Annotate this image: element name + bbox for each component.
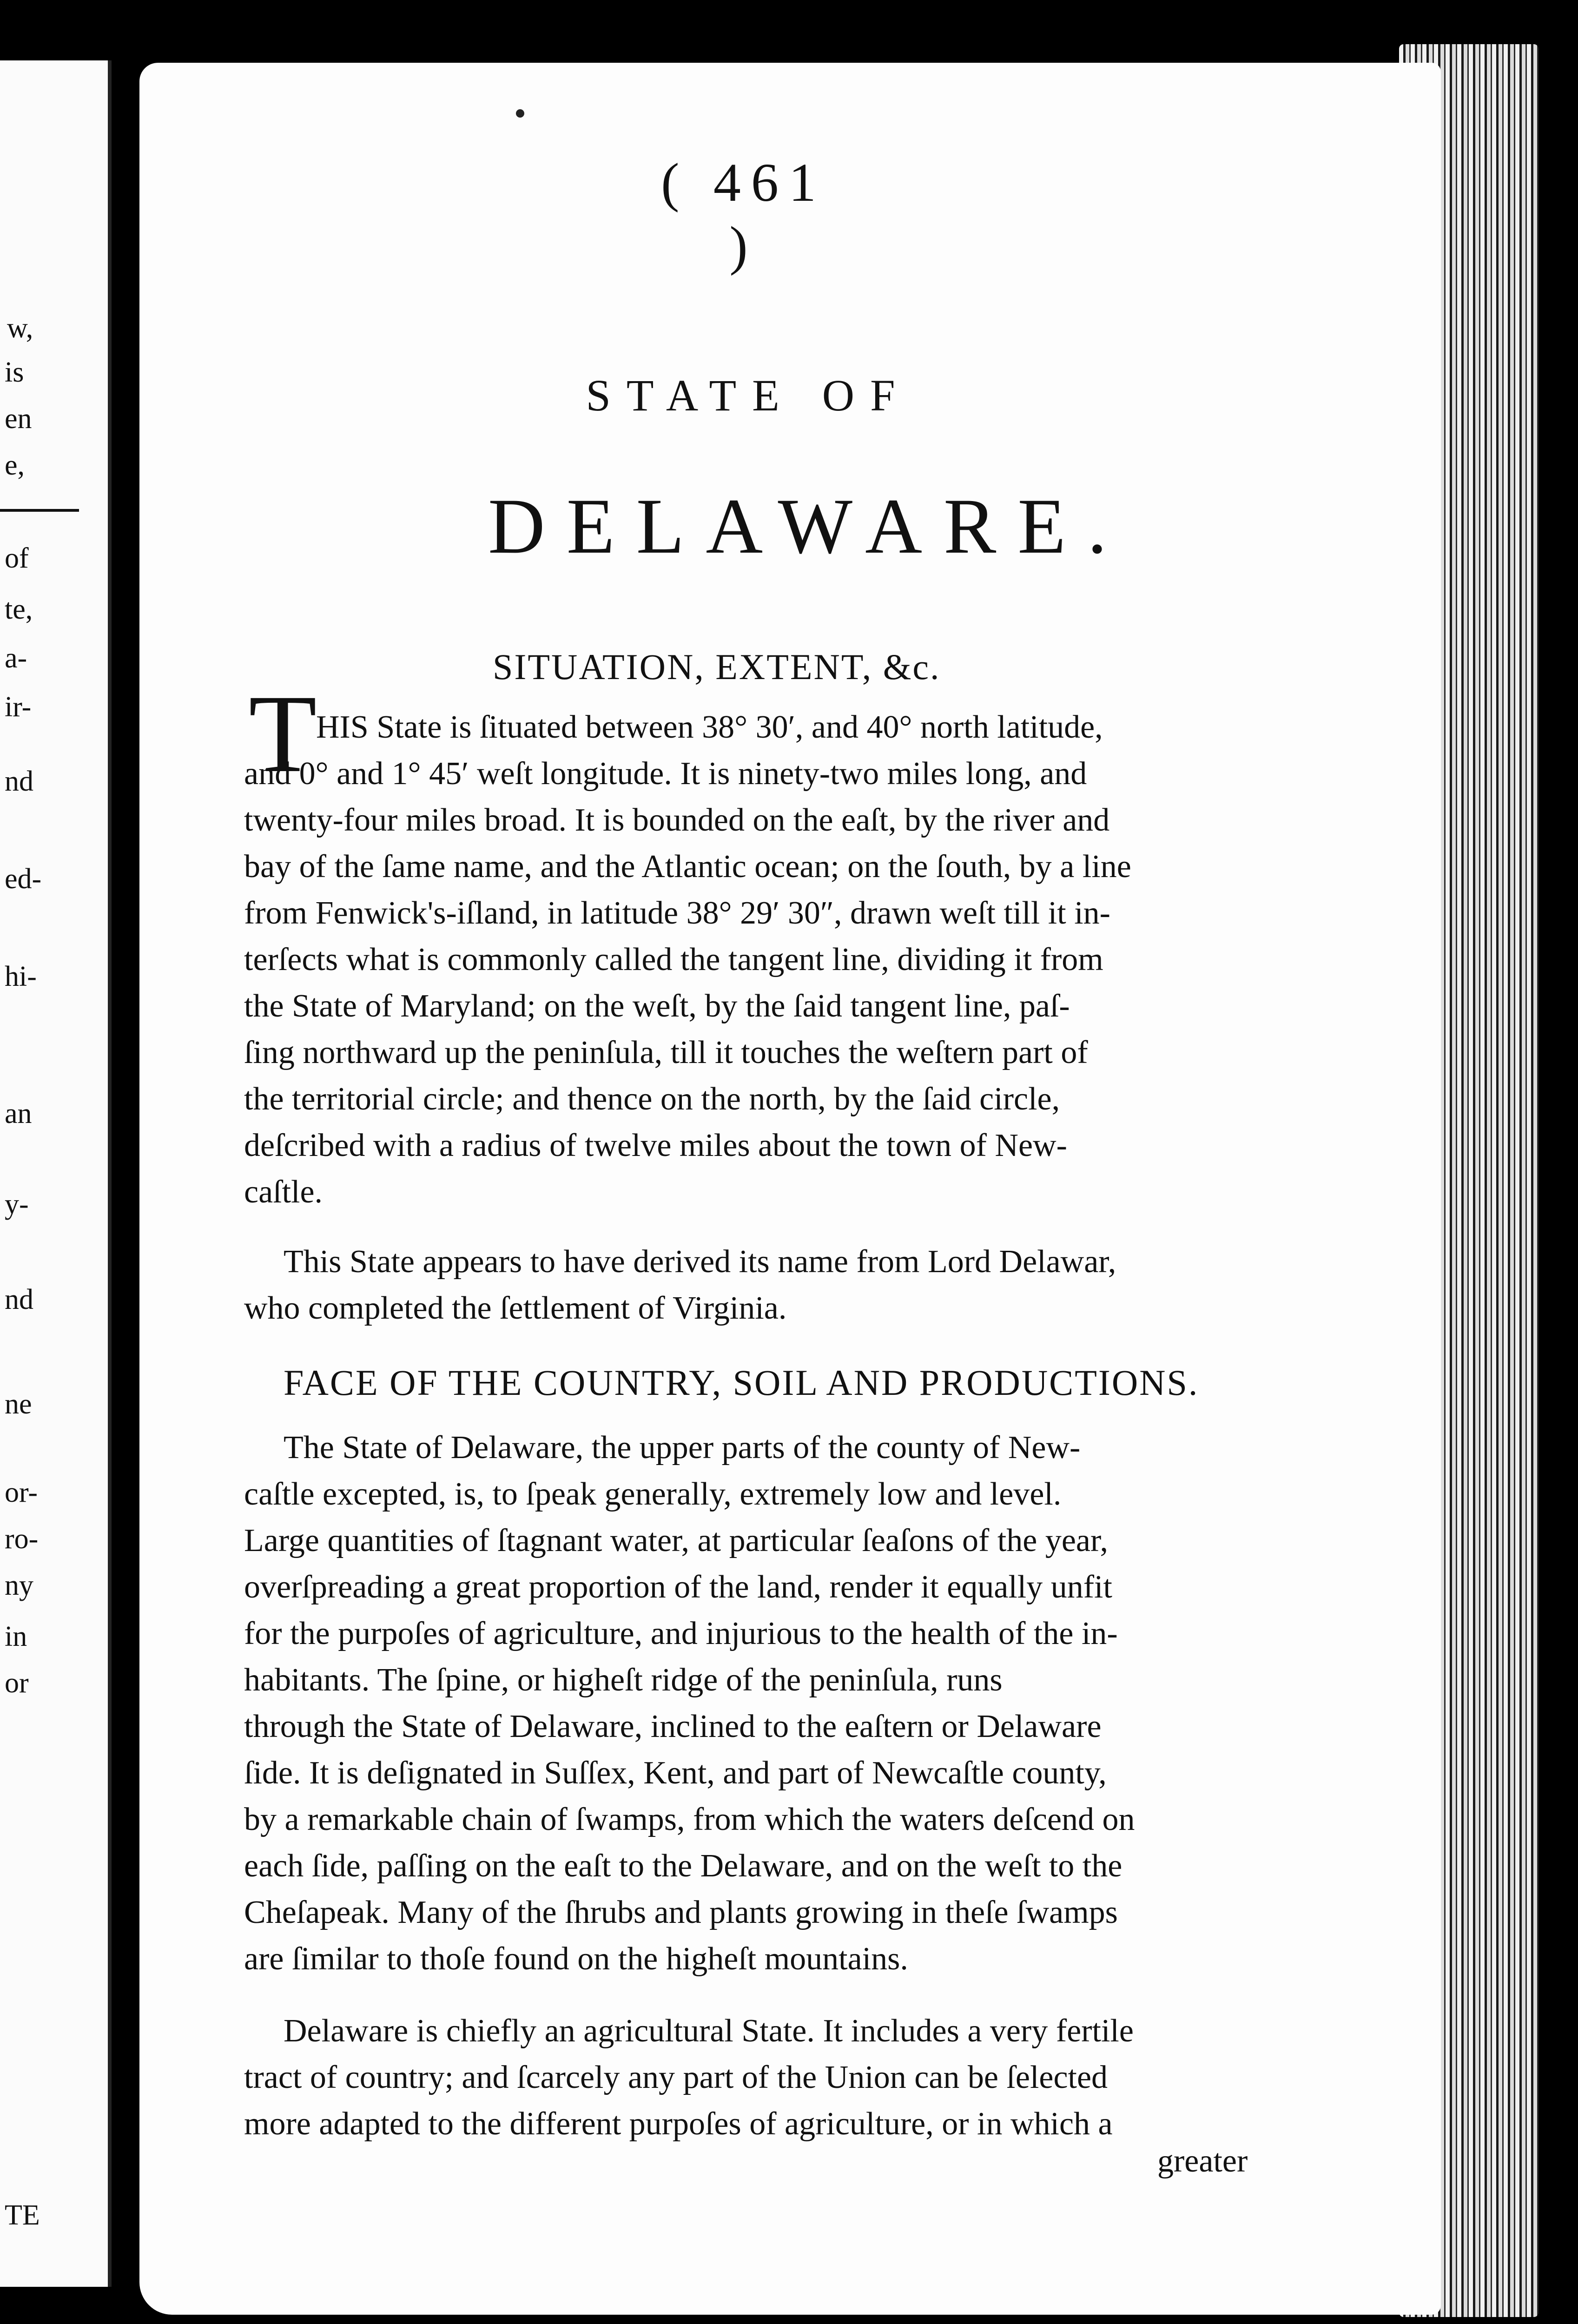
margin-fragment: ny <box>5 1570 33 1601</box>
margin-fragment: is <box>5 357 24 388</box>
text-line: habitants. The ſpine, or higheſt ridge of the peninſula, runs <box>244 1662 1003 1698</box>
text-line: caſtle. <box>244 1174 323 1210</box>
text-line: the State of Maryland; on the weſt, by the ſaid tangent line, paſ- <box>244 988 1070 1024</box>
text-line: terſects what is commonly called the tangent line, dividing it from <box>244 942 1103 977</box>
text-line: twenty-four miles broad. It is bounded on the eaſt, by the river and <box>244 802 1110 838</box>
text-line: tract of country; and ſcarcely any part of the Union can be ſelected <box>244 2060 1108 2095</box>
margin-fragment: hi- <box>5 961 37 992</box>
ink-speck <box>516 109 524 118</box>
text-line: through the State of Delaware, inclined to the eaſtern or Delaware <box>244 1709 1102 1744</box>
margin-fragment: en <box>5 403 32 435</box>
margin-fragment: ro- <box>5 1523 39 1555</box>
text-line: This State appears to have derived its name from Lord Delawar, <box>284 1244 1116 1280</box>
text-line: Cheſapeak. Many of the ſhrubs and plants growing in theſe ſwamps <box>244 1895 1118 1930</box>
margin-fragment: or- <box>5 1477 38 1508</box>
margin-fragment: or <box>5 1667 29 1699</box>
margin-fragment: in <box>5 1621 27 1652</box>
margin-fragment: y- <box>5 1188 29 1220</box>
paragraph-face-first-line <box>284 1425 1080 1471</box>
text-line: ſing northward up the peninſula, till it touches the weſtern part of <box>244 1035 1088 1070</box>
paragraph-agriculture <box>244 2054 1113 2147</box>
page-title: DELAWARE. <box>488 482 1129 570</box>
text-line: bay of the ſame name, and the Atlantic ocean; on the ſouth, by a line <box>244 849 1131 885</box>
paragraph-agriculture-first-line <box>284 2008 1134 2054</box>
text-line: the territorial circle; and thence on the north, by the ſaid circle, <box>244 1081 1060 1117</box>
section-heading-situation: SITUATION, EXTENT, &c. <box>493 647 941 687</box>
text-line: by a remarkable chain of ſwamps, from which the waters deſcend on <box>244 1802 1135 1837</box>
margin-fragment: an <box>5 1098 32 1129</box>
paragraph-situation <box>244 751 1131 1215</box>
title-line-1: STATE OF <box>586 370 911 420</box>
text-line: and 0° and 1° 45′ weſt longitude. It is ninety-two miles long, and <box>244 756 1087 792</box>
paragraph-name-origin-first-line <box>284 1239 1116 1285</box>
margin-fragment: w, <box>7 312 33 344</box>
margin-fragment: TE <box>5 2199 40 2231</box>
margin-fragment: ir- <box>5 691 32 723</box>
text-line: from Fenwick's-iſland, in latitude 38° 29′ 30″, drawn weſt till it in- <box>244 895 1110 931</box>
text-line: Large quantities of ſtagnant water, at particular ſeaſons of the year, <box>244 1523 1108 1558</box>
text-line: Delaware is chiefly an agricultural State. It includes a very fertile <box>284 2013 1134 2049</box>
text-line: HIS State is ſituated between 38° 30′, and 40° north latitude, <box>316 709 1103 745</box>
margin-fragment: of <box>5 542 29 574</box>
margin-fragment: nd <box>5 1284 33 1315</box>
text-line: caſtle excepted, is, to ſpeak generally, extremely low and level. <box>244 1476 1062 1512</box>
paragraph-name-origin <box>244 1285 786 1332</box>
facing-page-fragment <box>0 60 112 2287</box>
margin-fragment: e, <box>5 449 25 481</box>
section-heading-face-of-country: FACE OF THE COUNTRY, SOIL AND PRODUCTIONS. <box>284 1362 1199 1403</box>
paragraph-situation-first-line <box>316 704 1103 751</box>
text-line: ſide. It is deſignated in Suſſex, Kent, and part of Newcaſtle county, <box>244 1755 1107 1791</box>
text-line: The State of Delaware, the upper parts of the county of New- <box>284 1430 1081 1466</box>
margin-fragment: ed- <box>5 863 42 895</box>
text-line: overſpreading a great proportion of the land, render it equally unfit <box>244 1569 1112 1605</box>
margin-fragment: ne <box>5 1388 32 1420</box>
margin-fragment: te, <box>5 594 33 625</box>
text-line: deſcribed with a radius of twelve miles about the town of New- <box>244 1128 1067 1163</box>
margin-rule <box>0 509 79 512</box>
margin-fragment: a- <box>5 642 27 674</box>
text-line: who completed the ſettlement of Virginia. <box>244 1290 787 1326</box>
margin-fragment: nd <box>5 766 33 797</box>
paragraph-face <box>244 1471 1135 1982</box>
page-number: ( 461 ) <box>661 152 826 276</box>
drop-cap: T <box>249 672 317 795</box>
text-line: are ſimilar to thoſe found on the higheſt mountains. <box>244 1941 908 1977</box>
catchword: greater <box>1157 2143 1248 2179</box>
text-line: each ſide, paſſing on the eaſt to the Delaware, and on the weſt to the <box>244 1848 1122 1884</box>
text-line: more adapted to the different purpoſes of agriculture, or in which a <box>244 2106 1113 2142</box>
text-line: for the purpoſes of agriculture, and injurious to the health of the in- <box>244 1616 1118 1651</box>
